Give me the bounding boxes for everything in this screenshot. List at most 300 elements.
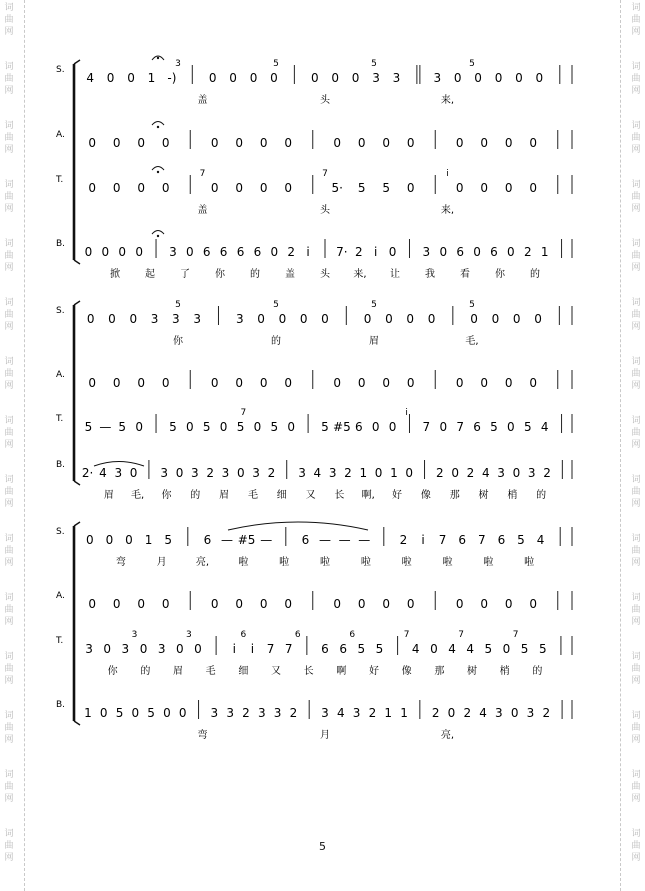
watermark-char: 曲 <box>4 74 14 84</box>
lyric: 看 <box>460 269 470 280</box>
watermark-char: 曲 <box>4 605 14 615</box>
note: 0 <box>502 642 511 656</box>
watermark-char: 曲 <box>4 723 14 733</box>
upper-note: 3 <box>175 59 181 69</box>
note: 4 <box>540 420 549 434</box>
lyric: 你 <box>215 269 225 280</box>
note: 0 <box>259 376 268 390</box>
note: 1 <box>359 466 368 480</box>
note: 0 <box>455 376 464 390</box>
note: 4 <box>86 71 95 85</box>
voice-label: B. <box>56 700 66 710</box>
note: 2 <box>431 706 440 720</box>
upper-note: 6 <box>294 630 301 640</box>
watermark-char: 词 <box>4 829 14 839</box>
lyric: 树 <box>467 666 477 677</box>
watermark-char: 网 <box>631 86 641 96</box>
upper-note: i <box>446 169 449 179</box>
note: i <box>374 245 378 259</box>
lyric: 长 <box>303 666 314 677</box>
note: 0 <box>284 136 293 150</box>
upper-note: 7 <box>512 630 519 640</box>
note: 0 <box>161 181 170 195</box>
note: 2 <box>543 466 551 480</box>
lyric: 月 <box>320 730 330 741</box>
note: 2· <box>81 466 94 480</box>
note: 0 <box>129 466 138 480</box>
lyric: 梢 <box>499 666 510 677</box>
note: 7 <box>422 420 431 434</box>
note: 0 <box>427 312 436 326</box>
watermark-char: 曲 <box>4 487 14 497</box>
watermark-char: 网 <box>4 322 14 332</box>
note: 3 <box>495 706 503 720</box>
lyric: 啦 <box>320 557 330 568</box>
watermark-char: 网 <box>4 27 14 37</box>
lyric: 啊, <box>361 490 375 501</box>
note: 5 <box>321 420 329 434</box>
note: 0 <box>131 706 140 720</box>
fermata-dot <box>157 235 159 237</box>
system-bracket-hook <box>74 60 80 64</box>
watermark-char: 词 <box>4 62 14 72</box>
note: 6 <box>354 420 363 434</box>
note: 0 <box>507 245 515 259</box>
note: 0 <box>278 312 287 326</box>
voice-label: B. <box>56 460 66 470</box>
note: 2 <box>466 466 475 480</box>
note: 0 <box>406 376 415 390</box>
lyric: 啦 <box>524 557 535 568</box>
upper-note: 6 <box>240 630 247 640</box>
note: 2 <box>399 533 408 547</box>
note: 3 <box>169 245 177 259</box>
note: 6 <box>253 245 262 259</box>
watermark-char: 词 <box>631 829 641 839</box>
watermark-char: 网 <box>4 735 14 745</box>
lyric: 弯 <box>197 730 208 741</box>
note: 0 <box>374 466 383 480</box>
fermata-arc <box>152 122 164 126</box>
watermark-char: 词 <box>4 475 14 485</box>
note: 0 <box>430 642 438 656</box>
watermark-char: 曲 <box>631 841 641 851</box>
watermark-char: 词 <box>631 475 641 485</box>
note: 7· <box>336 245 348 259</box>
note: 1 <box>147 71 156 85</box>
note: 3 <box>121 642 130 656</box>
note: 0 <box>405 466 414 480</box>
note: 0 <box>235 181 244 195</box>
lyric: 眉 <box>103 490 114 501</box>
watermark-char: 词 <box>631 711 641 721</box>
note: 0 <box>88 376 97 390</box>
note: 0 <box>515 71 523 85</box>
note: 3 <box>321 706 329 720</box>
note: 0 <box>194 642 202 656</box>
note: 6 <box>321 642 329 656</box>
note: 0 <box>510 706 519 720</box>
note: 0 <box>406 136 415 150</box>
lyric: 好 <box>369 666 379 677</box>
note: 0 <box>84 245 93 259</box>
lyric: 的 <box>530 269 540 280</box>
note: 0 <box>455 136 464 150</box>
note: 0 <box>504 136 513 150</box>
fermata-dot <box>157 171 159 173</box>
watermark-char: 网 <box>631 853 641 863</box>
watermark-char: 网 <box>631 145 641 155</box>
note: 0 <box>257 312 265 326</box>
note: 2 <box>436 466 444 480</box>
fermata-dot <box>157 57 159 59</box>
lyric: 你 <box>173 336 183 347</box>
note: 6 <box>339 642 347 656</box>
lyric: 你 <box>495 269 505 280</box>
watermark-char: 词 <box>631 121 641 131</box>
watermark-char: 网 <box>631 794 641 804</box>
watermark-char: 词 <box>631 3 641 13</box>
note: 0 <box>535 71 544 85</box>
note: 0 <box>106 71 115 85</box>
upper-note: 5 <box>469 300 475 310</box>
note: 0 <box>108 312 116 326</box>
note: 0 <box>480 376 489 390</box>
voice-label: A. <box>56 130 65 140</box>
note: 4 <box>448 642 456 656</box>
note: 0 <box>287 420 296 434</box>
watermark-char: 词 <box>4 770 14 780</box>
upper-note: 3 <box>186 630 192 640</box>
note: 0 <box>105 533 114 547</box>
watermark-char: 曲 <box>631 605 641 615</box>
note: 0 <box>439 420 448 434</box>
watermark-char: 词 <box>4 711 14 721</box>
note: 0 <box>504 597 513 611</box>
watermark-char: 曲 <box>631 310 641 320</box>
lyric: 细 <box>276 490 287 501</box>
voice-label: T. <box>56 175 64 185</box>
note: 0 <box>474 71 482 85</box>
voice-label: T. <box>56 414 64 424</box>
note: 6 <box>456 245 464 259</box>
watermark-char: 网 <box>631 322 641 332</box>
voice-label: S. <box>56 65 65 75</box>
note: 3 <box>433 71 442 85</box>
note: 2 <box>368 706 377 720</box>
note: 0 <box>333 136 342 150</box>
watermark-char: 词 <box>4 534 14 544</box>
note: 3 <box>235 312 244 326</box>
watermark-char: 词 <box>4 652 14 662</box>
note: 2 <box>289 706 298 720</box>
watermark-char: 词 <box>631 593 641 603</box>
note: 1 <box>400 706 408 720</box>
lyric: 盖 <box>197 95 208 106</box>
note: 0 <box>270 71 278 85</box>
note: 2 <box>344 466 352 480</box>
note: 0 <box>388 245 397 259</box>
note: i <box>232 642 236 656</box>
note: 7 <box>284 642 293 656</box>
note: 5 <box>538 642 547 656</box>
note: 0 <box>382 376 391 390</box>
watermark-char: 曲 <box>631 15 641 25</box>
lyric: 啊 <box>336 666 347 677</box>
watermark-char: 词 <box>4 121 14 131</box>
note: 0 <box>137 181 146 195</box>
note: 0 <box>175 466 184 480</box>
note: 0 <box>371 420 380 434</box>
lyric: 的 <box>271 336 281 347</box>
note: 2 <box>206 466 214 480</box>
lyric: 的 <box>536 490 547 501</box>
note: 0 <box>439 245 448 259</box>
lyric: 啦 <box>401 557 412 568</box>
watermark-char: 曲 <box>631 192 641 202</box>
note: 0 <box>385 312 393 326</box>
note: 0 <box>529 181 538 195</box>
lyric: 眉 <box>173 666 183 677</box>
lyric: 毛 <box>205 666 216 677</box>
watermark-char: 网 <box>4 558 14 568</box>
note: 0 <box>186 420 194 434</box>
note: 0 <box>406 181 415 195</box>
lyric: 毛, <box>465 336 479 347</box>
watermark-char: 曲 <box>631 251 641 261</box>
note: 0 <box>357 136 366 150</box>
lyric: 啦 <box>442 557 453 568</box>
lyric: 盖 <box>197 205 208 216</box>
lyric: 了 <box>180 269 190 280</box>
note: 0 <box>236 466 245 480</box>
watermark-char: 曲 <box>631 428 641 438</box>
note: 3 <box>352 706 361 720</box>
note: 3 <box>160 466 169 480</box>
note: 0 <box>534 312 542 326</box>
voice-label: S. <box>56 306 65 316</box>
note: 0 <box>504 376 513 390</box>
note: 3 <box>172 312 180 326</box>
note: 0 <box>161 597 170 611</box>
note: 3 <box>85 642 93 656</box>
lyric: 头 <box>320 269 330 280</box>
lyric: 眉 <box>369 336 379 347</box>
lyric: 又 <box>305 490 316 501</box>
note: 0 <box>139 642 148 656</box>
lyric: 毛 <box>247 490 258 501</box>
note: 6 <box>458 533 467 547</box>
watermark-char: 词 <box>631 357 641 367</box>
note: 0 <box>284 376 293 390</box>
note: 3 <box>114 466 123 480</box>
note: 0 <box>103 642 112 656</box>
lyric: 让 <box>390 269 400 280</box>
watermark-char: 曲 <box>4 782 14 792</box>
note: 4 <box>411 642 420 656</box>
lyric: 亮, <box>195 557 210 568</box>
upper-note: 5 <box>273 59 279 69</box>
lyric: 来, <box>353 269 367 280</box>
note: 6 <box>236 245 245 259</box>
watermark-char: 曲 <box>4 310 14 320</box>
lyric: 细 <box>238 666 249 677</box>
lyric: 的 <box>532 666 543 677</box>
lyric: 你 <box>107 666 118 677</box>
note: 3 <box>191 466 199 480</box>
upper-note: 7 <box>403 630 410 640</box>
lyric: 像 <box>401 666 412 677</box>
note: 0 <box>504 181 513 195</box>
note: 0 <box>186 245 194 259</box>
upper-note: 5 <box>371 59 377 69</box>
voice-label: A. <box>56 370 65 380</box>
watermark-char: 网 <box>631 676 641 686</box>
note: — <box>338 533 351 547</box>
note: 3 <box>273 706 282 720</box>
note: 0 <box>99 706 108 720</box>
watermark-char: 网 <box>4 381 14 391</box>
note: 2 <box>267 466 276 480</box>
note: 0 <box>470 312 478 326</box>
lyric: 眉 <box>219 490 230 501</box>
note: 1 <box>144 533 153 547</box>
voice-label: B. <box>56 239 66 249</box>
note: 7 <box>266 642 275 656</box>
lyric: 你 <box>161 490 172 501</box>
upper-note: 6 <box>349 630 356 640</box>
lyric: 梢 <box>507 490 518 501</box>
lyric: 掀 <box>110 269 120 280</box>
note: 0 <box>388 420 397 434</box>
note: 0 <box>512 312 521 326</box>
note: 0 <box>321 312 329 326</box>
note: 5 <box>115 706 124 720</box>
note: -) <box>167 71 177 85</box>
note: 0 <box>208 71 217 85</box>
watermark-char: 词 <box>631 180 641 190</box>
watermark-char: 网 <box>631 499 641 509</box>
watermark-char: 网 <box>4 86 14 96</box>
note: 3 <box>526 706 535 720</box>
note: 1 <box>384 706 393 720</box>
note: 0 <box>406 312 415 326</box>
note: 1 <box>390 466 398 480</box>
lyric: 那 <box>434 666 445 677</box>
upper-note: 5 <box>175 300 181 310</box>
lyric: 弯 <box>115 557 126 568</box>
note: — <box>260 533 273 547</box>
note: 7 <box>477 533 486 547</box>
upper-note: 5 <box>273 300 279 310</box>
watermark-char: 曲 <box>4 428 14 438</box>
note: 5 <box>382 181 391 195</box>
note: 1 <box>540 245 549 259</box>
watermark-char: 曲 <box>4 251 14 261</box>
watermark-char: 网 <box>631 27 641 37</box>
note: 0 <box>363 312 372 326</box>
note: 7 <box>438 533 447 547</box>
watermark-char: 词 <box>4 180 14 190</box>
note: — <box>221 533 233 547</box>
note: #5 <box>333 420 351 434</box>
note: 0 <box>447 706 456 720</box>
system-bracket-hook <box>74 522 80 526</box>
watermark-char: 网 <box>4 440 14 450</box>
note: 0 <box>473 245 481 259</box>
note: 2 <box>542 706 551 720</box>
watermark-char: 网 <box>4 263 14 273</box>
lyric: 头 <box>320 95 330 106</box>
note: 0 <box>112 376 121 390</box>
note: i <box>250 642 255 656</box>
lyric: 啦 <box>279 557 290 568</box>
system-bracket-hook <box>74 481 80 485</box>
watermark-char: 曲 <box>4 15 14 25</box>
note: 4 <box>99 466 107 480</box>
note: 0 <box>284 181 293 195</box>
note: 0 <box>494 71 503 85</box>
watermark-char: 曲 <box>631 133 641 143</box>
note: 3 <box>392 71 401 85</box>
note: 4 <box>479 706 487 720</box>
note: 2 <box>463 706 472 720</box>
note: 0 <box>333 597 342 611</box>
note: 5· <box>331 181 343 195</box>
note: 0 <box>259 181 268 195</box>
lyric: 来, <box>440 95 455 106</box>
note: 0 <box>331 71 340 85</box>
slur-tie <box>228 522 368 530</box>
note: 5 <box>84 420 93 434</box>
note: 5 <box>517 533 525 547</box>
note: 5 <box>118 420 127 434</box>
note: 0 <box>529 597 538 611</box>
lyric: 像 <box>420 490 431 501</box>
note: 0 <box>210 181 219 195</box>
watermark-char: 曲 <box>4 133 14 143</box>
lyric: 头 <box>320 205 330 216</box>
note: 5 <box>270 420 279 434</box>
note: — <box>319 533 331 547</box>
note: 0 <box>161 376 170 390</box>
note: 7 <box>456 420 464 434</box>
upper-note: 7 <box>240 408 247 418</box>
note: 0 <box>235 376 244 390</box>
note: 5 <box>523 420 532 434</box>
note: 0 <box>480 597 489 611</box>
watermark-char: 词 <box>4 416 14 426</box>
note: 0 <box>455 181 464 195</box>
note: 0 <box>284 597 293 611</box>
note: 5 <box>484 642 493 656</box>
note: 5 <box>169 420 177 434</box>
note: 0 <box>88 136 97 150</box>
note: 0 <box>333 376 342 390</box>
note: 0 <box>512 466 521 480</box>
note: 0 <box>480 181 489 195</box>
watermark-char: 网 <box>4 794 14 804</box>
note: 3 <box>372 71 380 85</box>
watermark-char: 词 <box>631 239 641 249</box>
note: 0 <box>175 642 184 656</box>
note: 5 <box>236 420 245 434</box>
watermark-char: 词 <box>4 239 14 249</box>
fermata-arc <box>152 231 164 235</box>
note: 0 <box>163 706 171 720</box>
note: 3 <box>150 312 159 326</box>
note: — <box>358 533 371 547</box>
